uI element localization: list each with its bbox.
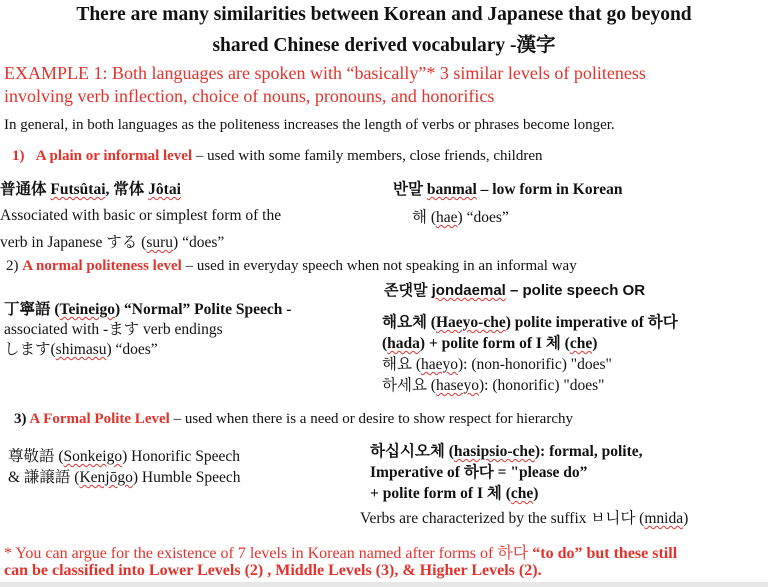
text: – polite speech OR (505, 282, 646, 299)
text: ) (533, 485, 539, 502)
text: banmal (426, 181, 477, 198)
text: ) “does” (173, 234, 225, 251)
text: Jôtai (148, 181, 181, 198)
level-1-heading (12, 148, 542, 165)
bottom-bar (0, 582, 768, 587)
text: * You can argue for the existence of 7 levels in Korean named after forms of 하다 (4, 545, 533, 562)
text: ) Honorific Speech (122, 448, 241, 465)
text: ) (683, 510, 689, 527)
text: & 謙譲語 ( (8, 469, 80, 486)
slide-title-line-1: There are many similarities between Korean and Japanese that go beyond (76, 4, 692, 25)
text: ( (382, 335, 388, 352)
kr-formal-heading (370, 439, 642, 461)
text: 해요체 ( (382, 314, 436, 331)
text: suru (146, 234, 174, 251)
example-line-2: involving verb inflection, choice of nouns, pronouns, and honorifics (4, 86, 495, 106)
text: Futsûtai (50, 181, 106, 198)
text: Teineigo (59, 301, 115, 318)
jp-polite-desc-2 (4, 337, 158, 359)
level-2-heading (6, 258, 577, 275)
jp-sonkeigo (8, 444, 240, 466)
text: 존댓말 (384, 282, 432, 299)
level-name: A plain or informal level (35, 148, 193, 164)
footnote-line-1 (4, 540, 677, 563)
jp-plain-desc-2 (0, 230, 224, 252)
level-num: 3) (14, 411, 30, 427)
text: ) “does” (457, 209, 509, 226)
text: che (510, 485, 534, 502)
text: 尊敬語 ( (8, 448, 64, 465)
level-3-heading (14, 411, 573, 428)
text: ): formal, polite, (534, 443, 643, 460)
text: ) + polite form of I 체 ( (419, 335, 570, 352)
text: ) Humble Speech (132, 469, 241, 486)
text: – low form in Korean (476, 181, 623, 198)
slide-title-line-2: shared Chinese derived vocabulary -漢字 (212, 35, 556, 56)
jp-plain-heading (0, 177, 181, 199)
text: mnida (644, 510, 684, 527)
text: 해 ( (412, 209, 437, 226)
text: ): (non-honorific) "does" (458, 356, 612, 373)
example-line-1: EXAMPLE 1: Both languages are spoken with “basically”* 3 similar levels of politeness (4, 63, 646, 83)
text: 普通体 (0, 181, 51, 198)
level-num: 1) (12, 148, 25, 164)
kr-plain-example (412, 205, 509, 227)
kr-formal-imperative: Imperative of 하다 = "please do” (370, 464, 588, 481)
jp-kenjogo (8, 465, 240, 487)
jp-polite-desc-1: associated with -ます verb endings (4, 321, 223, 338)
text: hae (436, 209, 458, 226)
text: 반말 (393, 181, 427, 198)
text: Kenjōgo (79, 469, 133, 486)
text: 하십시오체 ( (370, 443, 454, 460)
text: ): (honorific) "does" (479, 377, 605, 394)
level-desc: – used with some family members, close friends, children (192, 148, 543, 164)
kr-formal-che (370, 481, 538, 503)
level-desc: – used when there is a need or desire to show respect for hierarchy (169, 411, 573, 427)
text: Haeyo-che (435, 314, 506, 331)
jp-plain-desc-1: Associated with basic or simplest form of the (0, 207, 282, 224)
text: ) (592, 335, 598, 352)
text: Sonkeigo (63, 448, 123, 465)
text: , 常体 (105, 181, 149, 198)
level-name: A Formal Polite Level (29, 411, 170, 427)
kr-formal-suffix (360, 506, 688, 528)
text: ) “Normal” Polite Speech - (114, 301, 292, 318)
text: hada (387, 335, 420, 352)
text: jondaemal (431, 282, 506, 299)
text: shimasu (55, 341, 107, 358)
footnote-line-2: can be classified into Lower Levels (2) , Middle Levels (3), & Higher Levels (2). (4, 562, 542, 579)
kr-haeyo-heading (382, 310, 678, 332)
text: 하세요 ( (382, 377, 436, 394)
text: ) “does” (106, 341, 158, 358)
text: Verbs are characterized by the suffix ㅂ니다 ( (360, 510, 645, 527)
text: “to do” but these still (532, 545, 678, 562)
text: che (569, 335, 593, 352)
level-desc: – used in everyday speech when not speaking in an informal way (181, 258, 577, 274)
text: 丁寧語 ( (4, 301, 60, 318)
kr-plain-heading (393, 177, 622, 199)
kr-haeyo-example (382, 352, 612, 374)
text: hasipsio-che (453, 443, 535, 460)
text: 해요 ( (382, 356, 421, 373)
level-num: 2) (6, 258, 23, 274)
text: + polite form of I 체 ( (370, 485, 511, 502)
text: haeyo (420, 356, 458, 373)
kr-haseyo-example (382, 373, 604, 395)
text: ) polite imperative of 하다 (505, 314, 678, 331)
general-statement: In general, in both languages as the politeness increases the length of verbs or phrases become longer. (4, 117, 615, 133)
kr-polite-heading (384, 279, 645, 300)
kr-haeyo-heading-2 (382, 331, 597, 353)
jp-polite-heading (4, 297, 291, 319)
text: haseyo (435, 377, 480, 394)
text: verb in Japanese する ( (0, 234, 147, 251)
text: します( (4, 341, 56, 358)
level-name: A normal politeness level (22, 258, 182, 274)
